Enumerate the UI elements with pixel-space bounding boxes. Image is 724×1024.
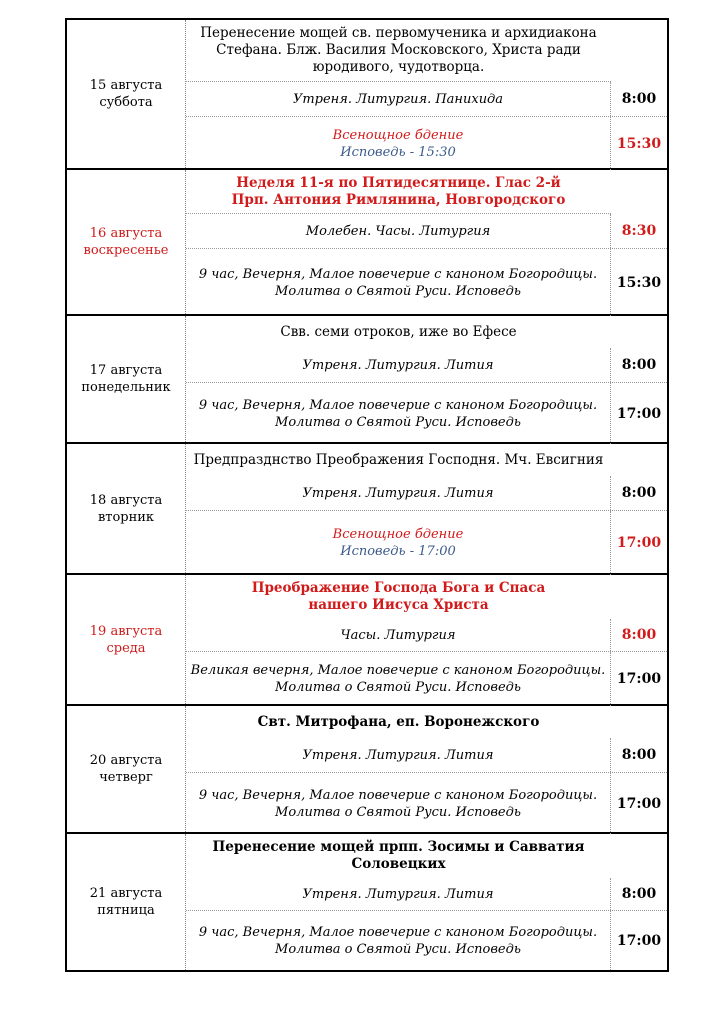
confession-label: Исповедь - 17:00 [340,544,456,559]
weekday-text: суббота [99,95,153,110]
feast-title [186,575,611,619]
service-row [186,738,667,772]
service-desc: Часы. Литургия [186,619,611,651]
service-desc [186,249,611,316]
service-time: 17:00 [616,671,662,687]
service-time: 17:00 [616,795,662,812]
service-desc: Утреня. Литургия. Лития [186,348,611,382]
service-time: 8:30 [621,223,657,239]
date-text: 15 августа [89,78,163,93]
feast-title-line2: Соловецких [351,856,446,872]
service-row [186,382,667,444]
service-desc-line1: 9 час, Вечерня, Малое повечерие с каноном Богородицы. [198,266,598,282]
date-cell [67,20,186,168]
service-desc-line1: 9 час, Вечерня, Малое повечерие с каноном Богородицы. [198,397,598,413]
service-time: 8:00 [621,627,657,643]
service-time: 17:00 [616,932,662,949]
date-cell [67,575,186,704]
date-cell [67,170,186,314]
date-text: 20 августа [89,753,163,768]
feast-title-line1: Преображение Господа Бога и Спаса [251,580,546,596]
service-desc [186,117,611,170]
service-desc [186,652,611,706]
service-desc-line2: Молитва о Святой Руси. Исповедь [275,414,521,430]
feast-title: Свт. Митрофана, еп. Воронежского [257,713,540,730]
service-time: 17:00 [616,405,662,422]
service-row [186,476,667,510]
service-desc: Молебен. Часы. Литургия [186,214,611,248]
service-desc [186,383,611,444]
date-cell [67,444,186,573]
service-row [186,772,667,834]
service-desc-line2: Молитва о Святой Руси. Исповедь [275,680,521,695]
service-time: 8:00 [621,485,657,501]
service-time: 8:00 [621,886,657,902]
date-cell [67,706,186,832]
day-block [67,834,667,970]
service-row [186,619,667,651]
service-desc-line1: 9 час, Вечерня, Малое повечерие с каноном Богородицы. [198,787,598,803]
weekday-text: среда [106,640,146,656]
schedule-table [65,18,669,972]
service-time: 15:30 [616,135,662,152]
day-block [67,444,667,575]
vigil-label: Всенощное бдение [332,127,464,143]
service-row [186,510,667,575]
feast-title: Свв. семи отроков, иже во Ефесе [280,323,517,340]
service-row [186,910,667,970]
feast-title [186,834,611,878]
day-block [67,316,667,444]
date-cell [67,834,186,970]
service-row [186,82,667,116]
service-desc-line2: Молитва о Святой Руси. Исповедь [275,283,521,299]
service-desc: Утреня. Литургия. Панихида [186,82,611,116]
weekday-text: понедельник [81,380,171,395]
service-desc-line1: Великая вечерня, Малое повечерие с каноном Богородицы. [190,663,606,678]
weekday-text: пятница [97,903,155,918]
service-desc-line2: Молитва о Святой Руси. Исповедь [275,804,521,820]
service-time: 17:00 [616,535,662,551]
weekday-text: воскресенье [83,243,169,258]
service-desc: Утреня. Литургия. Лития [186,878,611,910]
feast-title-line2: нашего Иисуса Христа [308,597,489,613]
confession-label: Исповедь - 15:30 [340,144,456,160]
service-desc-line2: Молитва о Святой Руси. Исповедь [275,941,521,957]
date-text: 19 августа [89,623,163,639]
feast-title [186,170,611,214]
feast-title: Перенесение мощей св. первомученика и архидиакона Стефана. Блж. Василия Московского, Христа ради юродивого, чудотворца. [186,20,611,82]
day-block [67,575,667,706]
service-desc [186,911,611,970]
date-text: 16 августа [89,226,163,241]
service-row [186,116,667,170]
date-cell [67,316,186,442]
vigil-label: Всенощное бдение [332,527,464,542]
date-text: 18 августа [89,492,163,508]
service-row [186,248,667,316]
service-time: 8:00 [621,747,657,763]
service-desc [186,773,611,834]
day-block [67,706,667,834]
feast-title-line2: Прп. Антония Римлянина, Новгородского [231,191,566,208]
service-row [186,214,667,248]
feast-title-line1: Перенесение мощей прпп. Зосимы и Савватия [212,839,585,855]
service-desc: Утреня. Литургия. Лития [186,738,611,772]
service-row [186,348,667,382]
service-desc-line1: 9 час, Вечерня, Малое повечерие с каноном Богородицы. [198,924,598,940]
service-row [186,651,667,706]
service-time: 8:00 [621,357,657,373]
service-desc: Утреня. Литургия. Лития [186,476,611,510]
date-text: 21 августа [89,886,163,901]
service-row [186,878,667,910]
day-block [67,20,667,170]
weekday-text: четверг [99,770,153,785]
service-time: 8:00 [621,91,657,107]
day-block [67,170,667,316]
service-desc [186,511,611,575]
feast-title-line1: Неделя 11-я по Пятидесятнице. Глас 2-й [236,174,561,191]
weekday-text: вторник [97,509,155,525]
feast-title: Предпразднство Преображения Господня. Мч. Евсигния [193,451,604,468]
date-text: 17 августа [89,363,163,378]
service-time: 15:30 [616,274,662,291]
